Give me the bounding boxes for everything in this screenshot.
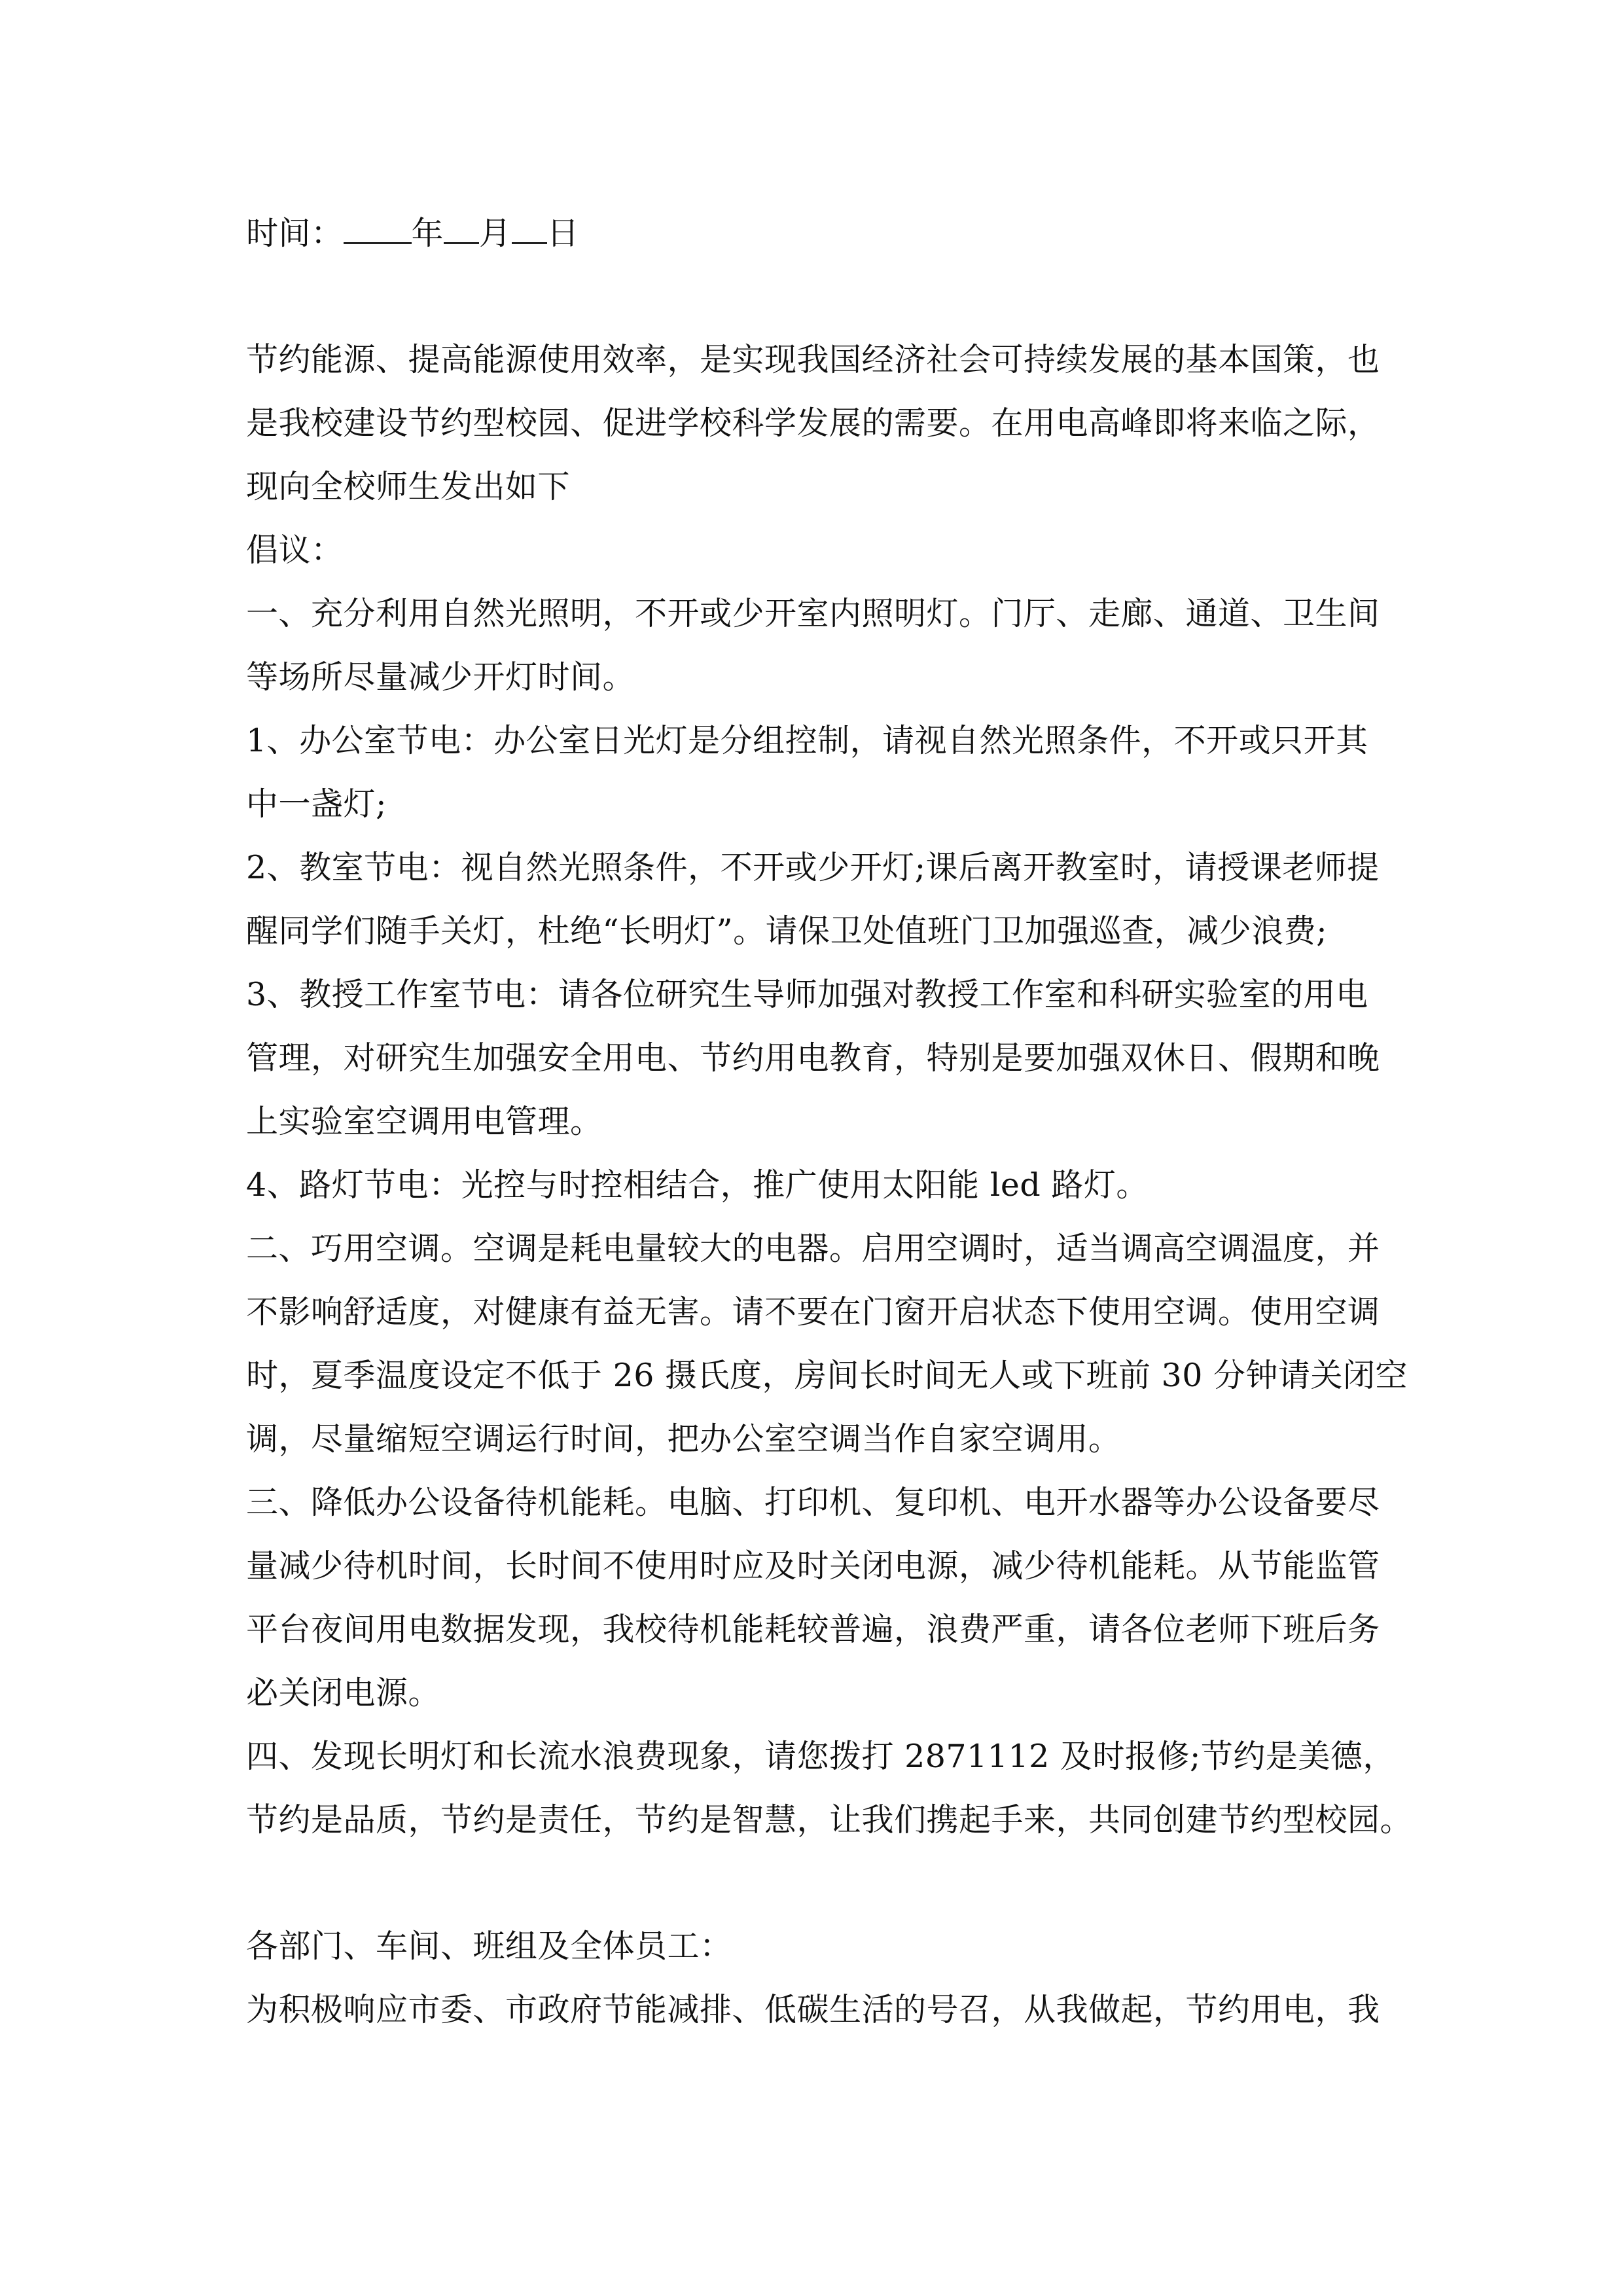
text-line: 上实验室空调用电管理。 [246,1103,603,1140]
document-body [246,202,1413,2041]
text-line: 醒同学们随手关灯，杜绝“长明灯”。请保卫处值班门卫加强巡查，减少浪费; [246,912,1328,950]
text-line: 不影响舒适度，对健康有益无害。请不要在门窗开启状态下使用空调。使用空调 [246,1293,1380,1331]
year-label: 年 [411,215,444,252]
day-blank [512,216,547,244]
text-line: 平台夜间用电数据发现，我校待机能耗较普遍，浪费严重，请各位老师下班后务 [246,1611,1380,1648]
text-line: 4、路灯节电：光控与时控相结合，推广使用太阳能 led 路灯。 [246,1166,1149,1204]
year-blank [344,216,412,244]
text-line: 节约能源、提高能源使用效率，是实现我国经济社会可持续发展的基本国策，也 [246,341,1380,378]
month-label: 月 [479,215,512,252]
proposal-text [246,328,1413,1852]
text-line: 等场所尽量减少开灯时间。 [246,658,635,696]
date-line [246,202,1382,265]
text-line: 时，夏季温度设定不低于 26 摄氏度，房间长时间无人或下班前 30 分钟请关闭空 [246,1357,1408,1394]
text-line: 调，尽量缩短空调运行时间，把办公室空调当作自家空调用。 [246,1420,1121,1458]
text-line: 是我校建设节约型校园、促进学校科学发展的需要。在用电高峰即将来临之际， [246,404,1380,442]
text-line: 量减少待机时间，长时间不使用时应及时关闭电源，减少待机能耗。从节能监管 [246,1547,1380,1585]
text-line: 四、发现长明灯和长流水浪费现象，请您拨打 2871112 及时报修;节约是美德， [246,1738,1395,1775]
date-label: 时间： [246,215,344,252]
salutation: 各部门、车间、班组及全体员工： [246,1928,732,1965]
text-line: 三、降低办公设备待机能耗。电脑、打印机、复印机、电开水器等办公设备要尽 [246,1484,1380,1521]
text-line: 必关闭电源。 [246,1674,441,1712]
text-line: 1、办公室节电：办公室日光灯是分组控制，请视自然光照条件，不开或只开其 [246,722,1368,759]
text-line: 节约是品质，节约是责任，节约是智慧，让我们携起手来，共同创建节约型校园。 [246,1801,1413,1839]
month-blank [444,216,479,244]
second-section [246,1914,1382,2041]
text-line: 3、教授工作室节电：请各位研究生导师加强对教授工作室和科研实验室的用电 [246,976,1368,1013]
text-line: 二、巧用空调。空调是耗电量较大的电器。启用空调时，适当调高空调温度，并 [246,1230,1380,1267]
day-label: 日 [546,215,580,252]
text-line: 一、充分利用自然光照明，不开或少开室内照明灯。门厅、走廊、通道、卫生间 [246,595,1380,632]
text-line: 2、教室节电：视自然光照条件，不开或少开灯;课后离开教室时，请授课老师提 [246,849,1380,886]
text-line: 为积极响应市委、市政府节能减排、低碳生活的号召，从我做起，节约用电，我 [246,1991,1380,2028]
proposal-heading: 倡议： [246,531,344,569]
text-line: 管理，对研究生加强安全用电、节约用电教育，特别是要加强双休日、假期和晚 [246,1039,1380,1077]
text-line: 中一盏灯; [246,785,387,823]
text-line: 现向全校师生发出如下 [246,468,571,505]
